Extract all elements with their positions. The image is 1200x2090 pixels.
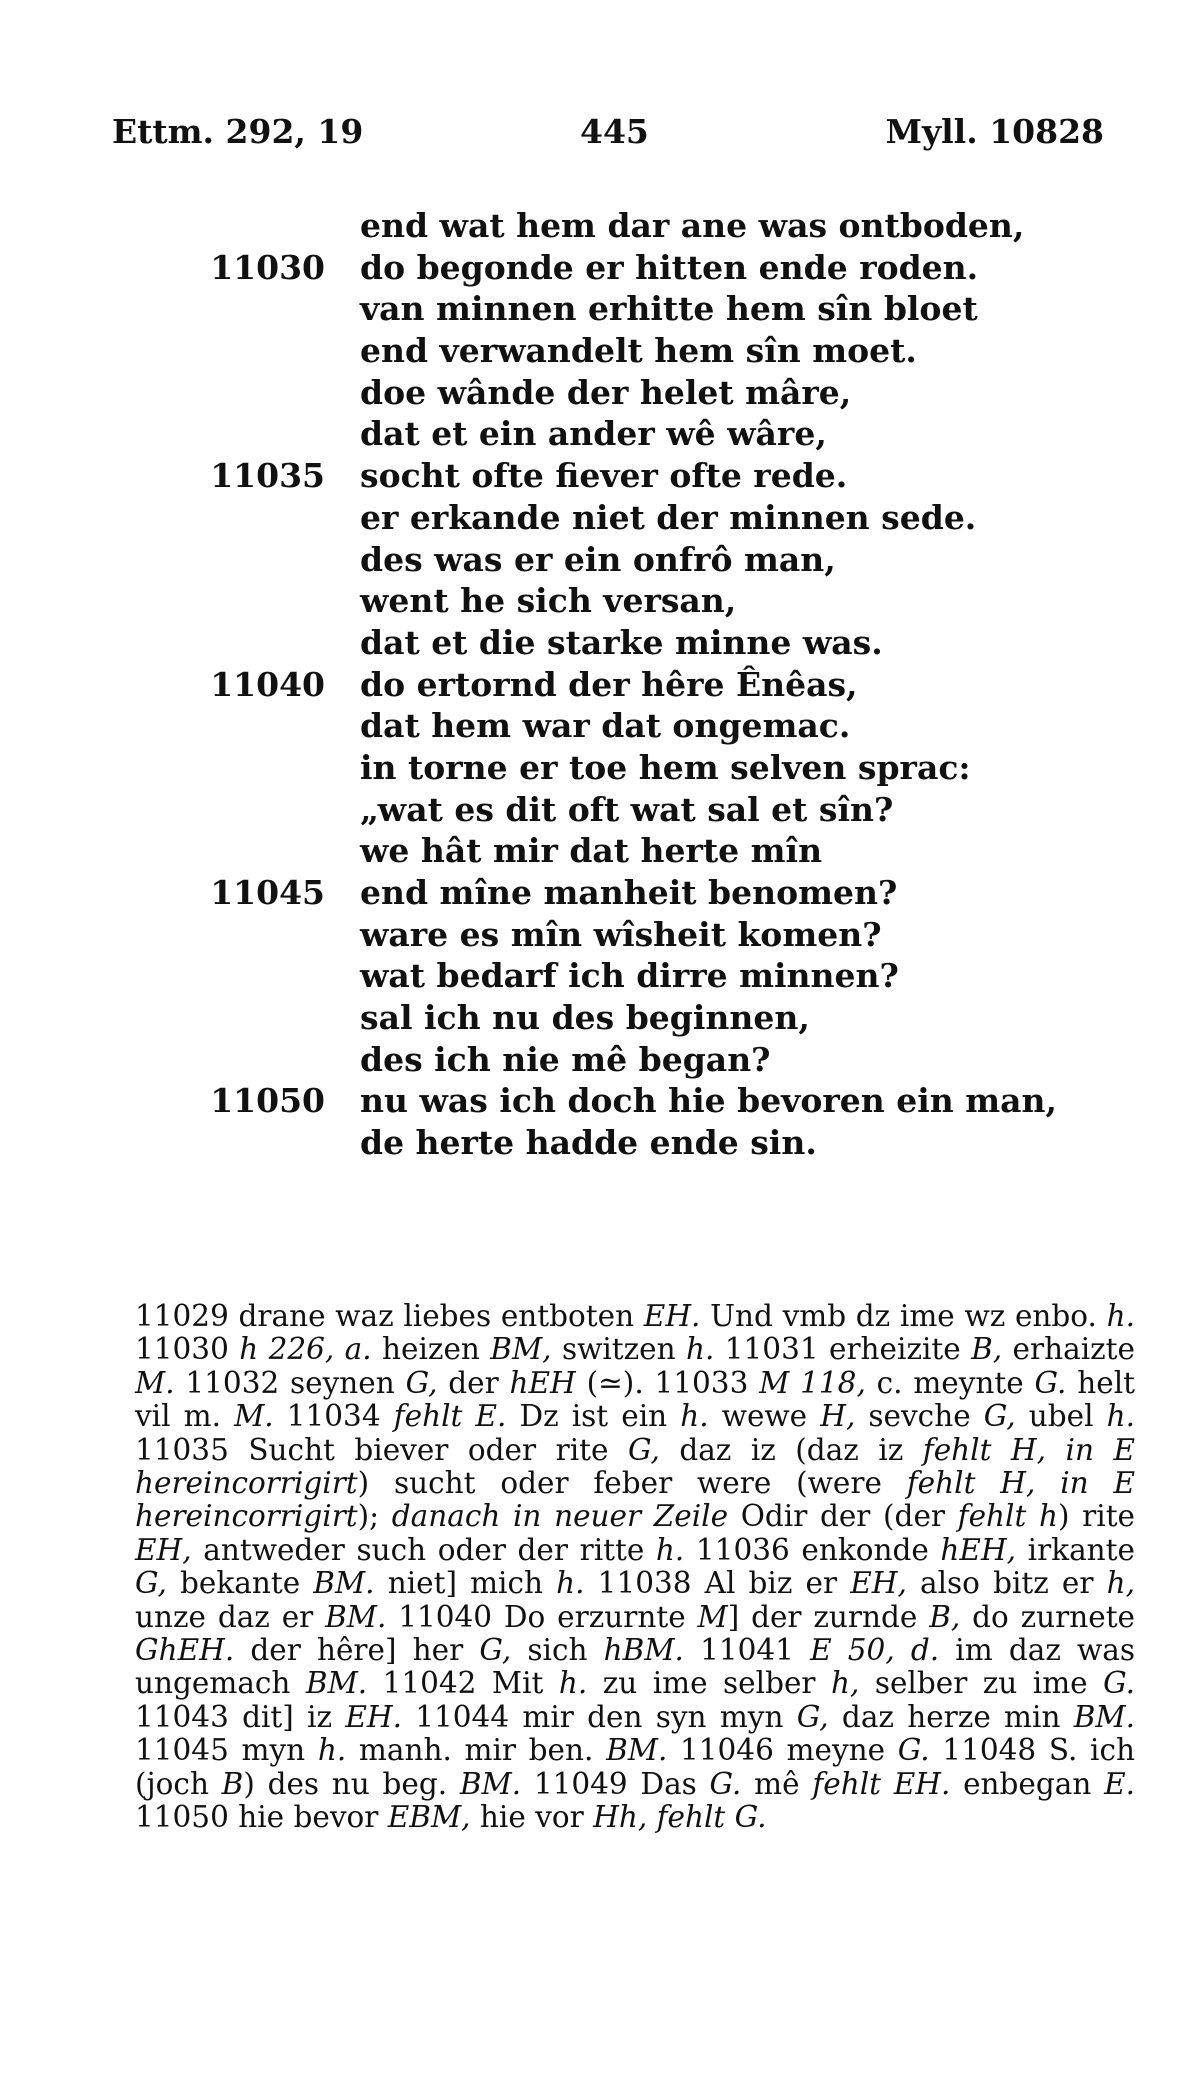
apparatus-text: ubel [1015,1399,1107,1434]
siglum: BM, [490,1332,552,1367]
verse-text: do begonde er hitten ende roden. [360,247,979,287]
siglum: G, [479,1633,512,1668]
page-number: 445 [580,112,649,151]
verse-text: sal ich nu des beginnen, [360,998,810,1038]
siglum: h 226, a. [239,1332,372,1367]
siglum: EH, [135,1532,192,1567]
verse-line [0,830,1200,872]
apparatus-text: 11050 hie bevor [135,1800,388,1835]
apparatus-paragraph [135,1300,1135,1835]
siglum: Hh, [593,1800,648,1835]
verse-line [0,205,1200,247]
siglum: B, [971,1332,1003,1367]
verse-line [0,288,1200,330]
siglum: h, [1106,1566,1135,1601]
verse-number: 11030 [210,247,325,287]
apparatus-text: daz iz (daz iz [659,1432,923,1467]
verse-text: de herte hadde ende sin. [360,1123,817,1163]
apparatus-text: 11046 meyne [667,1733,898,1768]
verse-text: do ertornd der hêre Ênêas, [360,664,858,704]
verse-text: nu was ich doch hie bevoren ein man, [360,1081,1058,1121]
verse-text: end wat hem dar ane was ontboden, [360,206,1025,245]
apparatus-text: 11042 Mit [367,1666,559,1701]
siglum: h. [558,1666,588,1701]
apparatus-text: c. meynte [865,1365,1035,1400]
verse-text: socht ofte fiever ofte rede. [360,456,848,496]
siglum: h. [680,1399,709,1434]
siglum: h. [556,1566,585,1601]
verse-number: 11045 [210,873,325,912]
siglum: h. [1106,1299,1135,1333]
apparatus-text: antweder such oder der ritte [191,1532,656,1567]
apparatus-text: 11043 dit] iz [135,1699,346,1734]
siglum: fehlt E. [393,1399,507,1434]
verse-line [0,705,1200,747]
header-left-reference: Ettm. 292, 19 [112,112,364,151]
siglum: h. [1106,1399,1135,1434]
siglum: B, [929,1599,961,1634]
apparatus-text: zu ime selber [587,1666,831,1701]
verse-text: doe wânde der helet mâre, [360,372,852,412]
siglum: BM. [606,1733,668,1768]
siglum: B [221,1766,244,1801]
siglum: BM. [459,1766,522,1801]
apparatus-text: niet] mich [374,1566,557,1601]
apparatus-text: Odir der (der [728,1499,958,1534]
verse-line [0,455,1200,497]
siglum: G, [796,1699,829,1734]
apparatus-text: ) sucht oder feber were (were [357,1466,907,1501]
verse-line [0,413,1200,455]
siglum: H, [820,1399,856,1434]
siglum: EH. [643,1299,701,1333]
siglum: hEH [509,1365,576,1400]
apparatus-text: wewe [708,1399,821,1434]
verse-line [0,580,1200,622]
siglum: M. [135,1365,175,1400]
verse-text: des was er ein onfrô man, [360,539,836,579]
siglum: h. [655,1532,685,1567]
siglum: E. [1104,1766,1136,1801]
siglum: E 50, d. [810,1633,940,1668]
verse-text: end verwandelt hem sîn moet. [360,331,917,371]
apparatus-text: im daz was ungemach [135,1633,1135,1701]
verse-line [0,955,1200,997]
apparatus-text: do zurnete [960,1599,1136,1634]
verse-text: went he sich versan, [360,581,737,621]
apparatus-text: Dz ist ein [506,1399,681,1434]
apparatus-text: 11040 Do erzurnte [386,1599,698,1634]
verse-line [0,789,1200,831]
verse-line [0,372,1200,414]
apparatus-text: 11029 drane waz liebes entboten [135,1299,644,1333]
apparatus-text: manh. mir ben. [346,1733,607,1768]
apparatus-text: ); [357,1499,392,1534]
verse-line [0,622,1200,664]
siglum: BM. [1073,1699,1135,1734]
apparatus-text: bekante [166,1566,314,1601]
siglum: fehlt EH. [812,1766,951,1801]
apparatus-text: sich [511,1633,604,1668]
verse-text: „wat es dit oft wat sal et sîn? [360,789,894,829]
siglum: BM. [325,1599,387,1634]
apparatus-text: selber zu ime [859,1666,1104,1701]
apparatus-text: ) des nu beg. [243,1766,460,1801]
siglum: GhEH. [135,1633,235,1668]
verse-line [0,247,1200,289]
apparatus-text: 11049 Das [521,1766,710,1801]
siglum: EH, [850,1566,907,1601]
apparatus-text: 11032 seynen [174,1365,406,1400]
verse-number: 11035 [210,456,325,496]
siglum: M [697,1599,728,1634]
apparatus-text: enbegan [950,1766,1105,1801]
verse-line [0,1039,1200,1081]
verse-text: des ich nie mê began? [360,1039,771,1079]
verse-line [0,914,1200,956]
apparatus-text: heizen [371,1332,491,1367]
verse-text: van minnen erhitte hem sîn bloet [360,289,978,329]
verse-text: we hât mir dat herte mîn [360,831,823,871]
apparatus-text: 11048 S. ich (joch [135,1733,1135,1801]
verse-line [0,872,1200,914]
siglum: M 118, [759,1365,866,1400]
siglum: G, [627,1432,660,1467]
verse-text: dat hem war dat ongemac. [360,706,851,746]
apparatus-text [647,1800,656,1834]
siglum: h. [686,1332,715,1367]
siglum: G. [1034,1365,1067,1400]
verse-text: dat et die starke minne was. [360,622,883,662]
verse-number: 11050 [210,1081,325,1121]
verse-text: in torne er toe hem selven sprac: [360,747,971,787]
apparatus-text: daz herze min [828,1699,1074,1734]
siglum: hEH, [940,1532,1017,1567]
siglum: G, [135,1566,167,1601]
siglum: EBM, [387,1800,471,1835]
siglum: G. [709,1766,742,1801]
apparatus-text: 11030 [135,1332,240,1367]
apparatus-text: switzen [551,1332,686,1367]
verse-line [0,539,1200,581]
apparatus-text: 11034 [273,1399,394,1434]
apparatus-text: 11036 enkonde [684,1532,941,1567]
apparatus-text: der [437,1365,510,1400]
verse-block [0,205,1200,1164]
apparatus-text: 11041 [683,1633,811,1668]
siglum: G. [1103,1666,1135,1701]
apparatus-text: unze daz er [135,1599,326,1634]
verse-line [0,664,1200,706]
verse-line [0,330,1200,372]
apparatus-text: ] der zurnde [727,1599,930,1634]
siglum: G, [405,1365,438,1400]
siglum: h, [830,1666,860,1701]
apparatus-text: mê [741,1766,813,1801]
apparatus-text: (≃). 11033 [575,1365,760,1400]
apparatus-text: 11038 Al biz er [584,1566,851,1601]
apparatus-text: hie vor [470,1800,594,1835]
verse-line [0,497,1200,539]
verse-text: wat bedarf ich dirre minnen? [360,956,899,996]
siglum: fehlt G. [656,1800,767,1835]
siglum: h. [317,1733,347,1768]
verse-line [0,747,1200,789]
verse-text: end mîne manheit benomen? [360,873,898,912]
verse-number: 11040 [210,664,325,704]
apparatus-text: irkante [1016,1532,1135,1567]
siglum: BM. [305,1666,368,1701]
apparatus-text: sevche [855,1399,984,1434]
siglum: fehlt h [957,1499,1058,1534]
apparatus-text: erhaizte [1002,1332,1135,1367]
siglum: BM. [313,1566,375,1601]
apparatus-text: helt vil m. [135,1365,1135,1434]
siglum: fehlt H, in E hereincorrigirt [135,1432,1135,1501]
running-header [0,112,1200,162]
verse-text: ware es mîn wîsheit komen? [360,914,882,954]
apparatus-text: 11045 myn [135,1733,318,1768]
header-right-reference: Myll. 10828 [885,112,1104,151]
verse-text: er erkande niet der minnen sede. [360,497,977,537]
siglum: danach in neuer Zeile [391,1499,729,1534]
verse-line [0,997,1200,1039]
apparatus-text: Und vmb dz ime wz enbo. [700,1299,1107,1333]
verse-line [0,1122,1200,1164]
verse-line [0,1080,1200,1122]
apparatus-text: 11031 erheizite [714,1332,972,1367]
siglum: G, [983,1399,1016,1434]
apparatus-text: der hêre] her [234,1633,480,1668]
siglum: EH. [345,1699,402,1734]
siglum: G. [897,1733,930,1768]
critical-apparatus [135,1300,1135,1835]
verse-text: dat et ein ander wê wâre, [360,414,827,454]
apparatus-text: also bitz er [906,1566,1107,1601]
siglum: fehlt H, in E hereincorrigirt [135,1466,1136,1534]
siglum: hBM. [603,1633,684,1668]
siglum: M. [234,1399,274,1434]
apparatus-text: 11044 mir den syn myn [401,1699,797,1734]
apparatus-text: 11035 Sucht biever oder rite [135,1432,628,1467]
apparatus-text: ) rite [1058,1499,1136,1534]
